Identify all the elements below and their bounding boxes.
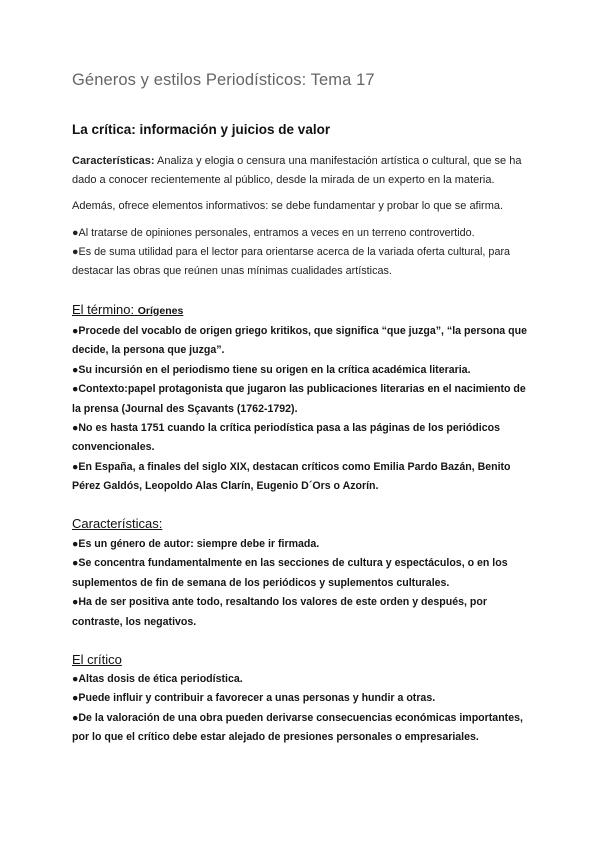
list-item: ● Es de suma utilidad para el lector para orientarse acerca de la variada oferta cultural, para destacar las obras que reúnen unas mínimas cualidades artísticas. [72,243,534,281]
list-item: ● Ha de ser positiva ante todo, resaltando los valores de este orden y después, por contraste, los negativos. [72,593,534,632]
section-heading-text: El término: [72,302,135,317]
list-item: ● Se concentra fundamentalmente en las secciones de cultura y espectáculos, o en los suplementos de fin de semana de los periódicos y suplementos culturales. [72,554,534,593]
list-item: ● No es hasta 1751 cuando la crítica periodística pasa a las páginas de los periódicos convencionales. [72,419,534,458]
critico-bullet-list [72,670,534,748]
section-heading-text: Características: [72,516,163,531]
intro-label: Características: [72,155,155,167]
intro-text: Analiza y elogia o censura una manifestación artística o cultural, que se ha dado a conocer recientemente al público, desde la mirada de un experto en la materia. [72,155,522,186]
termino-bullet-list [72,322,534,497]
list-item: ● Altas dosis de ética periodística. [72,670,534,689]
ademas-paragraph: Además, ofrece elementos informativos: se debe fundamentar y probar lo que se afirma. [72,200,504,212]
intro-bullet-list [72,224,534,282]
caracteristicas-bullet-list [72,535,534,632]
list-item: ● Procede del vocablo de origen griego kritikos, que significa “que juzga”, “la persona que decide, la persona que juzga”. [72,322,534,361]
section-heading-termino [72,302,183,317]
list-item: ● Es un género de autor: siempre debe ir firmada. [72,535,534,554]
intro-paragraph [72,152,532,190]
section-heading-critico [72,652,122,667]
list-item: ● Su incursión en el periodismo tiene su origen en la crítica académica literaria. [72,361,534,380]
list-item: ● Puede influir y contribuir a favorecer a unas personas y hundir a otras. [72,689,534,708]
document-title: Géneros y estilos Periodísticos: Tema 17 [72,71,375,89]
list-item: ● En España, a finales del siglo XIX, destacan críticos como Emilia Pardo Bazán, Benito Pérez Galdós, Leopoldo Alas Clarín, Eugenio D´Ors o Azorín. [72,458,534,497]
section-heading-text: El crítico [72,652,122,667]
list-item: ● Contexto:papel protagonista que jugaron las publicaciones literarias en el nacimiento de la prensa (Journal des Sçavants (1762-1792). [72,380,534,419]
section-heading-caracteristicas [72,516,162,531]
list-item: ● Al tratarse de opiniones personales, entramos a veces en un terreno controvertido. [72,224,534,243]
section-subheading: Orígenes [137,305,184,317]
list-item: ● De la valoración de una obra pueden derivarse consecuencias económicas importantes, por lo que el crítico debe estar alejado de presiones personales o empresariales. [72,709,534,748]
main-heading: La crítica: información y juicios de valor [72,122,331,137]
